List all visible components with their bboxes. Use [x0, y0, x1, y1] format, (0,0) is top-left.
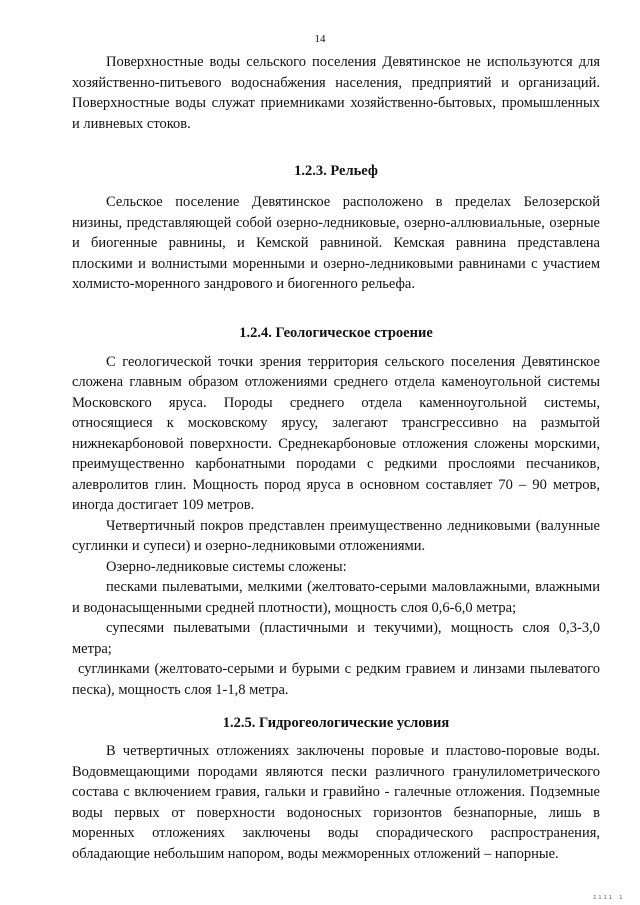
section-heading-relief: 1.2.3. Рельеф — [294, 163, 378, 179]
relief-paragraph: Сельское поселение Девятинское расположено в пределах Белозерской низины, представляющей собой озерно-ледниковые, озерно-аллювиальные, озерные и биогенные равнины, и Кемской равниной. Кемская равнина представлена плоскими и волнистыми моренными и озерно-ледниковыми равнинами с участием холмисто-моренного зандрового и биогенного рельефа. — [72, 194, 600, 292]
page-number: 14 — [314, 33, 326, 45]
intro-paragraph: Поверхностные воды сельского поселения Девятинское не используются для хозяйственно-питьевого водоснабжения населения, предприятий и организаций. Поверхностные воды служат приемниками хозяйственно-бытовых, промышленных и ливневых стоков. — [72, 54, 600, 132]
document-body — [72, 52, 600, 864]
section-heading-hydrogeology: 1.2.5. Гидрогеологические условия — [222, 715, 450, 731]
geology-list-item-sandy-loams: супесями пылеватыми (пластичными и текучими), мощность слоя 0,3-3,0 метра; — [72, 620, 600, 657]
geology-list-item-loams: суглинками (желтовато-серыми и бурыми с редким гравием и линзами пылеватого песка), мощность слоя 1-1,8 метра. — [72, 661, 600, 698]
geology-paragraph-1: С геологической точки зрения территория сельского поселения Девятинское сложена главным образом отложениями среднего отдела каменоугольной системы Московского яруса. Породы среднего отдела каменноугольной системы, относящиеся к московскому ярусу, залегают трансгрессивно на размытой нижнекарбоновой поверхности. Среднекарбоновые отложения сложены морскими, преимущественно карбонатными породами с редкими прослоями песчаников, алевролитов глин. Мощность пород яруса в основном составляет 70 – 90 метров, иногда достигает 109 метров. — [72, 353, 600, 513]
geology-paragraph-3: Озерно-ледниковые системы сложены: — [106, 558, 347, 575]
section-heading-geology: 1.2.4. Геологическое строение — [239, 324, 433, 341]
geology-list-item-sands: песками пылеватыми, мелкими (желтовато-серыми маловлажными, влажными и водонасыщенными средней плотности), мощность слоя 0,6-6,0 метра; — [72, 579, 600, 616]
geology-paragraph-2: Четвертичный покров представлен преимущественно ледниковыми (валунные суглинки и супеси) и озерно-ледниковыми отложениями. — [72, 517, 600, 554]
hydrogeology-paragraph: В четвертичных отложениях заключены поровые и пластово-поровые воды. Водовмещающими породами являются пески различного гранулилометрического состава с включением гравия, гальки и гравийно - галечные отложения. Подземные воды первых от поверхности водоносных горизонтов безнапорные, лишь в моренных отложениях заключены воды спорадического распространения, обладающие небольшим напором, воды межморенных отложений – напорные. — [72, 743, 600, 862]
scan-marks: ıııı ı — [592, 893, 624, 901]
